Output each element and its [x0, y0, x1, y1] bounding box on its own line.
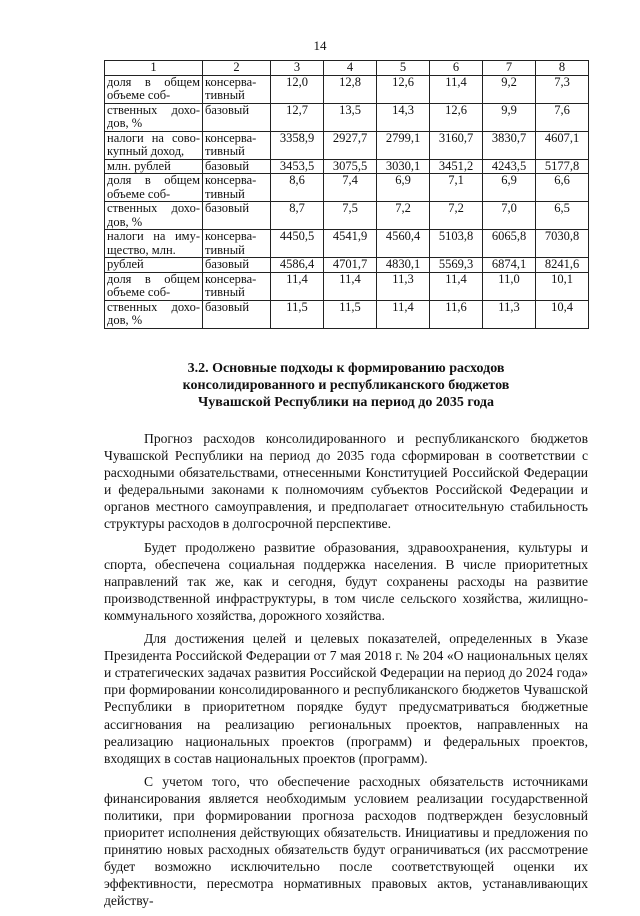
indicator-cell — [105, 258, 203, 273]
value-cell: 2799,1 — [377, 131, 430, 159]
value-cell: 8,6 — [271, 174, 324, 202]
value-cell: 13,5 — [324, 103, 377, 131]
paragraph: Для достижения целей и целевых показателей, определенных в Указе Президента Российской Федерации от 7 мая 2018 г. № 204 «О национальных целях и стратегических задачах развития Российской Федерации на период до 2024 года» при формировании консолидированного и республиканского бюджетов Чувашской Республики в приоритетном порядке будут предусматриваться бюджетные ассигнования на реализацию региональных проектов, направленных на реализацию национальных проектов (программ) и федеральных проектов, входящих в состав национальных проектов (программ). — [104, 631, 588, 766]
indicator-line: щество, млн. — [107, 242, 176, 257]
scenario-cell — [203, 202, 271, 230]
indicator-line: ственных дохо- — [107, 102, 200, 117]
indicator-line: ственных дохо- — [107, 201, 200, 215]
indicator-line: рублей — [107, 257, 144, 271]
scenario-cell — [203, 272, 271, 300]
indicator-cell — [105, 174, 203, 202]
scenario-line: тивный — [205, 242, 245, 257]
value-cell: 3160,7 — [430, 131, 483, 159]
value-cell: 11,3 — [483, 300, 536, 328]
value-cell: 7,5 — [324, 202, 377, 230]
scenario-line: консерва- — [205, 173, 257, 187]
scenario-cell — [203, 300, 271, 328]
indicator-line: дов, % — [107, 214, 143, 229]
indicator-cell — [105, 230, 203, 258]
body-text — [104, 430, 588, 916]
value-cell: 7,4 — [324, 174, 377, 202]
indicator-line: объеме соб- — [107, 186, 171, 201]
table-row — [105, 159, 589, 174]
paragraph: Будет продолжено развитие образования, здравоохранения, культуры и спорта, обеспечена социальная поддержка населения. В числе приоритетных направлений так же, как и сегодня, будут сохранены расходы на развитие производственной инфраструктуры, в том числе сельского хозяйства, жилищно-коммунального хозяйства, дорожного хозяйства. — [104, 539, 588, 623]
table-header-cell: 7 — [483, 61, 536, 76]
value-cell: 11,0 — [483, 272, 536, 300]
value-cell: 12,6 — [377, 75, 430, 103]
scenario-line: консерва- — [205, 130, 257, 145]
value-cell: 8241,6 — [536, 258, 589, 273]
paragraph: Прогноз расходов консолидированного и республиканского бюджетов Чувашской Республики на период до 2035 года сформирован в соответствии с расходными обязательствами, отнесенными Конституцией Российской Федерации и федеральными законами к полномочиям субъектов Российской Федерации и органов местного самоуправления, и предполагает относительную стабильность структуры расходов в долгосрочной перспективе. — [104, 431, 588, 532]
indicator-line: доля в общем — [107, 271, 200, 286]
value-cell: 2927,7 — [324, 131, 377, 159]
table-header-cell: 3 — [271, 61, 324, 76]
table-header-cell: 5 — [377, 61, 430, 76]
heading-line-3: Чувашской Республики на период до 2035 года — [197, 395, 495, 410]
indicator-line: налоги на иму- — [107, 229, 200, 243]
paragraph: С учетом того, что обеспечение расходных обязательств источниками финансирования является необходимым условием реализации государственной политики, при формировании прогноза расходов подтвержден безусловный приоритет исполнения действующих обязательств. Инициативы и предложения по принятию новых расходных обязательств будут ограничиваться (их рассмотрение будет возможно исключительно после соответствующей оценки их эффективности, пересмотра нормативных правовых актов, устанавливающих действу- — [104, 773, 588, 909]
indicator-line: ственных дохо- — [107, 299, 200, 314]
table-header-row — [105, 61, 589, 76]
value-cell: 11,4 — [430, 75, 483, 103]
value-cell: 3358,9 — [271, 131, 324, 159]
value-cell: 6874,1 — [483, 258, 536, 273]
value-cell: 3453,5 — [271, 159, 324, 174]
forecast-table — [104, 60, 589, 329]
indicator-cell — [105, 103, 203, 131]
table-row — [105, 300, 589, 328]
scenario-line: тивный — [205, 144, 245, 158]
value-cell: 9,2 — [483, 75, 536, 103]
indicator-cell — [105, 131, 203, 159]
scenario-cell — [203, 159, 271, 174]
value-cell: 7,2 — [377, 202, 430, 230]
value-cell: 9,9 — [483, 103, 536, 131]
indicator-cell — [105, 159, 203, 174]
section-heading — [104, 360, 588, 411]
indicator-cell — [105, 75, 203, 103]
value-cell: 11,4 — [430, 272, 483, 300]
value-cell: 3451,2 — [430, 159, 483, 174]
indicator-cell — [105, 272, 203, 300]
table-row — [105, 202, 589, 230]
value-cell: 10,1 — [536, 272, 589, 300]
value-cell: 4243,5 — [483, 159, 536, 174]
value-cell: 7030,8 — [536, 230, 589, 258]
indicator-line: купный доход, — [107, 144, 185, 158]
value-cell: 3830,7 — [483, 131, 536, 159]
value-cell: 4586,4 — [271, 258, 324, 273]
indicator-line: объеме соб- — [107, 285, 171, 299]
indicator-line: налоги на сово- — [107, 130, 200, 145]
scenario-line: тивный — [205, 186, 245, 201]
value-cell: 3075,5 — [324, 159, 377, 174]
value-cell: 11,4 — [324, 272, 377, 300]
table-row — [105, 131, 589, 159]
table-row — [105, 103, 589, 131]
table-header-cell: 2 — [203, 61, 271, 76]
value-cell: 11,3 — [377, 272, 430, 300]
value-cell: 7,0 — [483, 202, 536, 230]
scenario-line: базовый — [205, 201, 250, 215]
scenario-cell — [203, 131, 271, 159]
scenario-line: консерва- — [205, 74, 257, 89]
value-cell: 4560,4 — [377, 230, 430, 258]
value-cell: 4607,1 — [536, 131, 589, 159]
scenario-line: базовый — [205, 299, 250, 314]
indicator-line: доля в общем — [107, 74, 200, 89]
scenario-line: базовый — [205, 158, 250, 173]
value-cell: 12,0 — [271, 75, 324, 103]
value-cell: 5177,8 — [536, 159, 589, 174]
table-header-cell: 8 — [536, 61, 589, 76]
value-cell: 5569,3 — [430, 258, 483, 273]
indicator-cell — [105, 202, 203, 230]
value-cell: 6,5 — [536, 202, 589, 230]
value-cell: 11,5 — [324, 300, 377, 328]
table-row — [105, 272, 589, 300]
value-cell: 11,5 — [271, 300, 324, 328]
indicator-line: объеме соб- — [107, 88, 171, 102]
value-cell: 12,6 — [430, 103, 483, 131]
scenario-cell — [203, 103, 271, 131]
heading-line-1: 3.2. Основные подходы к формированию расходов — [187, 361, 505, 376]
scenario-line: тивный — [205, 88, 245, 102]
value-cell: 11,4 — [377, 300, 430, 328]
value-cell: 8,7 — [271, 202, 324, 230]
value-cell: 7,6 — [536, 103, 589, 131]
value-cell: 7,1 — [430, 174, 483, 202]
scenario-line: консерва- — [205, 271, 257, 286]
value-cell: 10,4 — [536, 300, 589, 328]
indicator-line: млн. рублей — [107, 158, 171, 173]
scenario-cell — [203, 258, 271, 273]
value-cell: 5103,8 — [430, 230, 483, 258]
indicator-line: дов, % — [107, 313, 143, 327]
value-cell: 4450,5 — [271, 230, 324, 258]
scenario-cell — [203, 174, 271, 202]
value-cell: 6,9 — [483, 174, 536, 202]
table-header-cell: 1 — [105, 61, 203, 76]
table-header-cell: 4 — [324, 61, 377, 76]
table-row — [105, 230, 589, 258]
value-cell: 6,6 — [536, 174, 589, 202]
scenario-line: консерва- — [205, 229, 257, 243]
page-number: 14 — [313, 38, 327, 53]
value-cell: 12,8 — [324, 75, 377, 103]
table-header-cell: 6 — [430, 61, 483, 76]
value-cell: 6,9 — [377, 174, 430, 202]
scenario-line: базовый — [205, 257, 250, 271]
table-row — [105, 75, 589, 103]
value-cell: 11,4 — [271, 272, 324, 300]
value-cell: 7,2 — [430, 202, 483, 230]
table-row — [105, 258, 589, 273]
scenario-line: базовый — [205, 102, 250, 117]
indicator-line: доля в общем — [107, 173, 200, 187]
indicator-cell — [105, 300, 203, 328]
value-cell: 7,3 — [536, 75, 589, 103]
value-cell: 3030,1 — [377, 159, 430, 174]
value-cell: 12,7 — [271, 103, 324, 131]
scenario-cell — [203, 75, 271, 103]
value-cell: 6065,8 — [483, 230, 536, 258]
value-cell: 4830,1 — [377, 258, 430, 273]
table-row — [105, 174, 589, 202]
value-cell: 11,6 — [430, 300, 483, 328]
value-cell: 4541,9 — [324, 230, 377, 258]
scenario-line: тивный — [205, 285, 245, 299]
indicator-line: дов, % — [107, 116, 143, 130]
value-cell: 4701,7 — [324, 258, 377, 273]
scenario-cell — [203, 230, 271, 258]
value-cell: 14,3 — [377, 103, 430, 131]
heading-line-2: консолидированного и республиканского бюджетов — [182, 378, 510, 393]
